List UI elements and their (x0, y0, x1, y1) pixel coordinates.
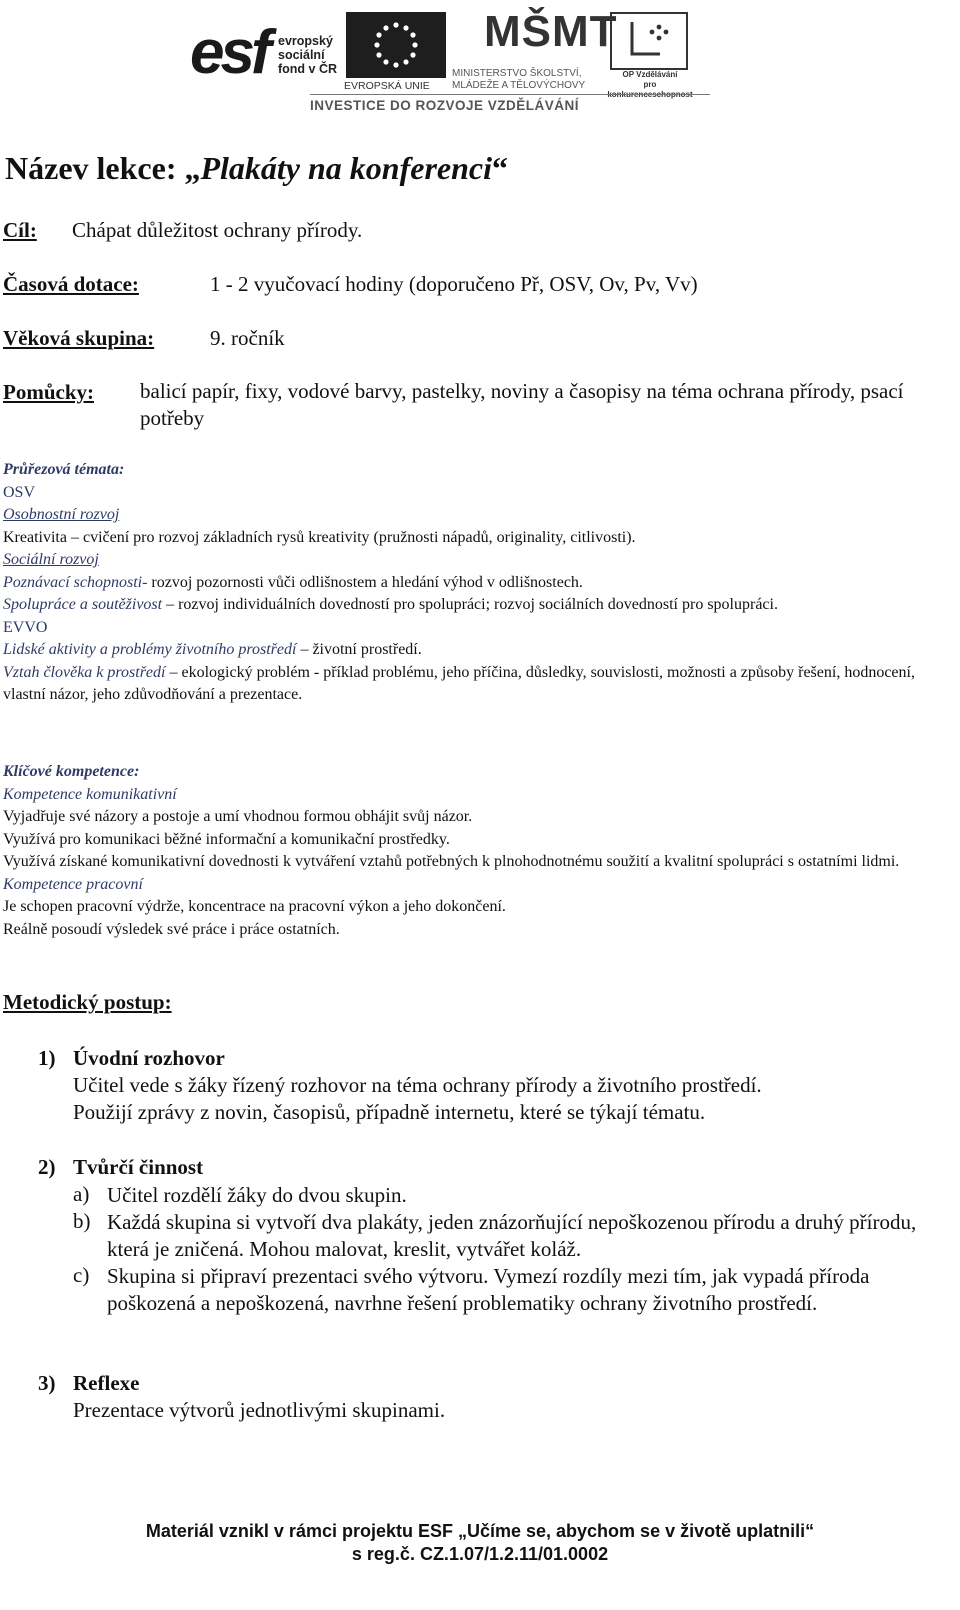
method-heading: Metodický postup: (3, 990, 172, 1014)
op-logo-text: OP Vzdělávání pro konkurenceschopnost (607, 70, 693, 99)
esf-logo-text: evropský sociální fond v ČR (278, 34, 338, 76)
step-3-title: Reflexe (73, 1371, 140, 1395)
human-environment-text: Vztah člověka k prostředí – ekologický problém - příklad problému, jeho příčina, důsledky, souvislosti, možnosti a způsoby řešení, hodnocení, vlastní názor, jeho zdůvodňování a prezentace. (3, 663, 915, 703)
evvo-label: EVVO (3, 618, 48, 636)
step-1-title: Úvodní rozhovor (73, 1046, 225, 1070)
goal-label: Cíl: (3, 218, 37, 242)
esf-logo (190, 12, 340, 92)
age-group-label: Věková skupina: (3, 326, 155, 350)
eu-flag-icon (346, 12, 446, 78)
step-2a-letter: a) (73, 1182, 90, 1206)
cross-curricular-section (3, 459, 933, 707)
communicative-item-3: Využívá získané komunikativní dovednosti k vytváření vztahů potřebných k plnohodnotnému soužití a kvalitní spolupráci s ostatními lidmi. (3, 853, 900, 870)
age-group-value: 9. ročník (210, 326, 285, 350)
step-2b-text: Každá skupina si vytvoří dva plakáty, jeden znázorňující nepoškozenou přírodu a druhý přírodu, která je zničená. Mohou malovat, kreslit, vytvářet koláž. (107, 1210, 917, 1261)
communicative-item-1: Vyjadřuje své názory a postoje a umí vhodnou formou obhájit svůj názor. (3, 808, 473, 825)
esf-logo-letters: esf (190, 18, 268, 87)
key-competences-heading: Klíčové kompetence: (3, 763, 140, 780)
step-2c-text: Skupina si připraví prezentaci svého výtvoru. Vymezí rozdíly mezi tím, jak vypadá příroda poškozená a nepoškozená, navrhne řešení problematiky ochrany životního prostředí. (107, 1264, 870, 1315)
msmt-logo: MŠMT (484, 7, 618, 56)
work-competence-label: Kompetence pracovní (3, 875, 143, 893)
cognitive-abilities-text: Poznávací schopnosti- rozvoj pozornosti vůči odlišnostem a hledání výhod v odlišnostech. (3, 573, 583, 591)
time-label: Časová dotace: (3, 272, 139, 296)
step-2-title: Tvůrčí činnost (73, 1155, 204, 1179)
cooperation-text: Spolupráce a soutěživost – rozvoj individuálních dovedností pro spolupráci; rozvoj sociálních dovedností pro spolupráci. (3, 596, 778, 613)
step-1-line-1: Učitel vede s žáky řízený rozhovor na téma ochrany přírody a životního prostředí. (73, 1073, 762, 1097)
header-logos (190, 7, 720, 120)
step-2b-letter: b) (73, 1209, 91, 1233)
human-activities-text: Lidské aktivity a problémy životního prostředí – životní prostředí. (3, 641, 422, 658)
work-item-2: Reálně posoudí výsledek své práce i práce ostatních. (3, 920, 340, 938)
step-2-number: 2) (38, 1155, 56, 1179)
key-competences-section (3, 761, 933, 941)
step-3-line-1: Prezentace výtvorů jednotlivými skupinami. (73, 1398, 446, 1422)
social-development-label: Sociální rozvoj (3, 551, 99, 568)
communicative-item-2: Využívá pro komunikaci běžné informační a komunikační prostředky. (3, 830, 450, 848)
creativity-text: Kreativita – cvičení pro rozvoj základních rysů kreativity (pružnosti nápadů, originality, citlivosti). (3, 528, 636, 546)
step-1-line-2: Použijí zprávy z novin, časopisů, případně internetu, které se týkají tématu. (73, 1100, 706, 1124)
step-2a-text: Učitel rozdělí žáky do dvou skupin. (107, 1183, 407, 1207)
msmt-logo-text: MINISTERSTVO ŠKOLSTVÍ, MLÁDEŽE A TĚLOVÝCHOVY (452, 68, 586, 91)
personal-development-label: Osobnostní rozvoj (3, 506, 120, 523)
time-value: 1 - 2 vyučovací hodiny (doporučeno Př, OSV, Ov, Pv, Vv) (210, 272, 698, 296)
step-2c-letter: c) (73, 1263, 90, 1287)
step-1-number: 1) (38, 1046, 56, 1070)
op-logo-icon (610, 12, 688, 70)
materials-value: balicí papír, fixy, vodové barvy, pastelky, noviny a časopisy na téma ochrana přírody, psací potřeby (140, 379, 904, 430)
footer-line-2: s reg.č. CZ.1.07/1.2.11/01.0002 (351, 1544, 609, 1564)
communicative-competence-label: Kompetence komunikativní (3, 785, 177, 803)
eu-label: EVROPSKÁ UNIE (344, 80, 430, 92)
footer-line-1: Materiál vznikl v rámci projektu ESF „Učíme se, abychom se v životě uplatnili“ (145, 1521, 815, 1541)
goal-value: Chápat důležitost ochrany přírody. (72, 218, 363, 242)
footer (0, 1520, 960, 1566)
investice-tagline: INVESTICE DO ROZVOJE VZDĚLÁVÁNÍ (310, 94, 710, 118)
cross-curricular-heading: Průřezová témata: (3, 461, 125, 478)
work-item-1: Je schopen pracovní výdrže, koncentrace na pracovní výkon a jeho dokončení. (3, 898, 506, 915)
step-3-number: 3) (38, 1371, 56, 1395)
lesson-title: Název lekce: „Plakáty na konferenci“ (5, 150, 508, 186)
materials-label: Pomůcky: (3, 380, 94, 404)
osv-label: OSV (3, 483, 36, 501)
